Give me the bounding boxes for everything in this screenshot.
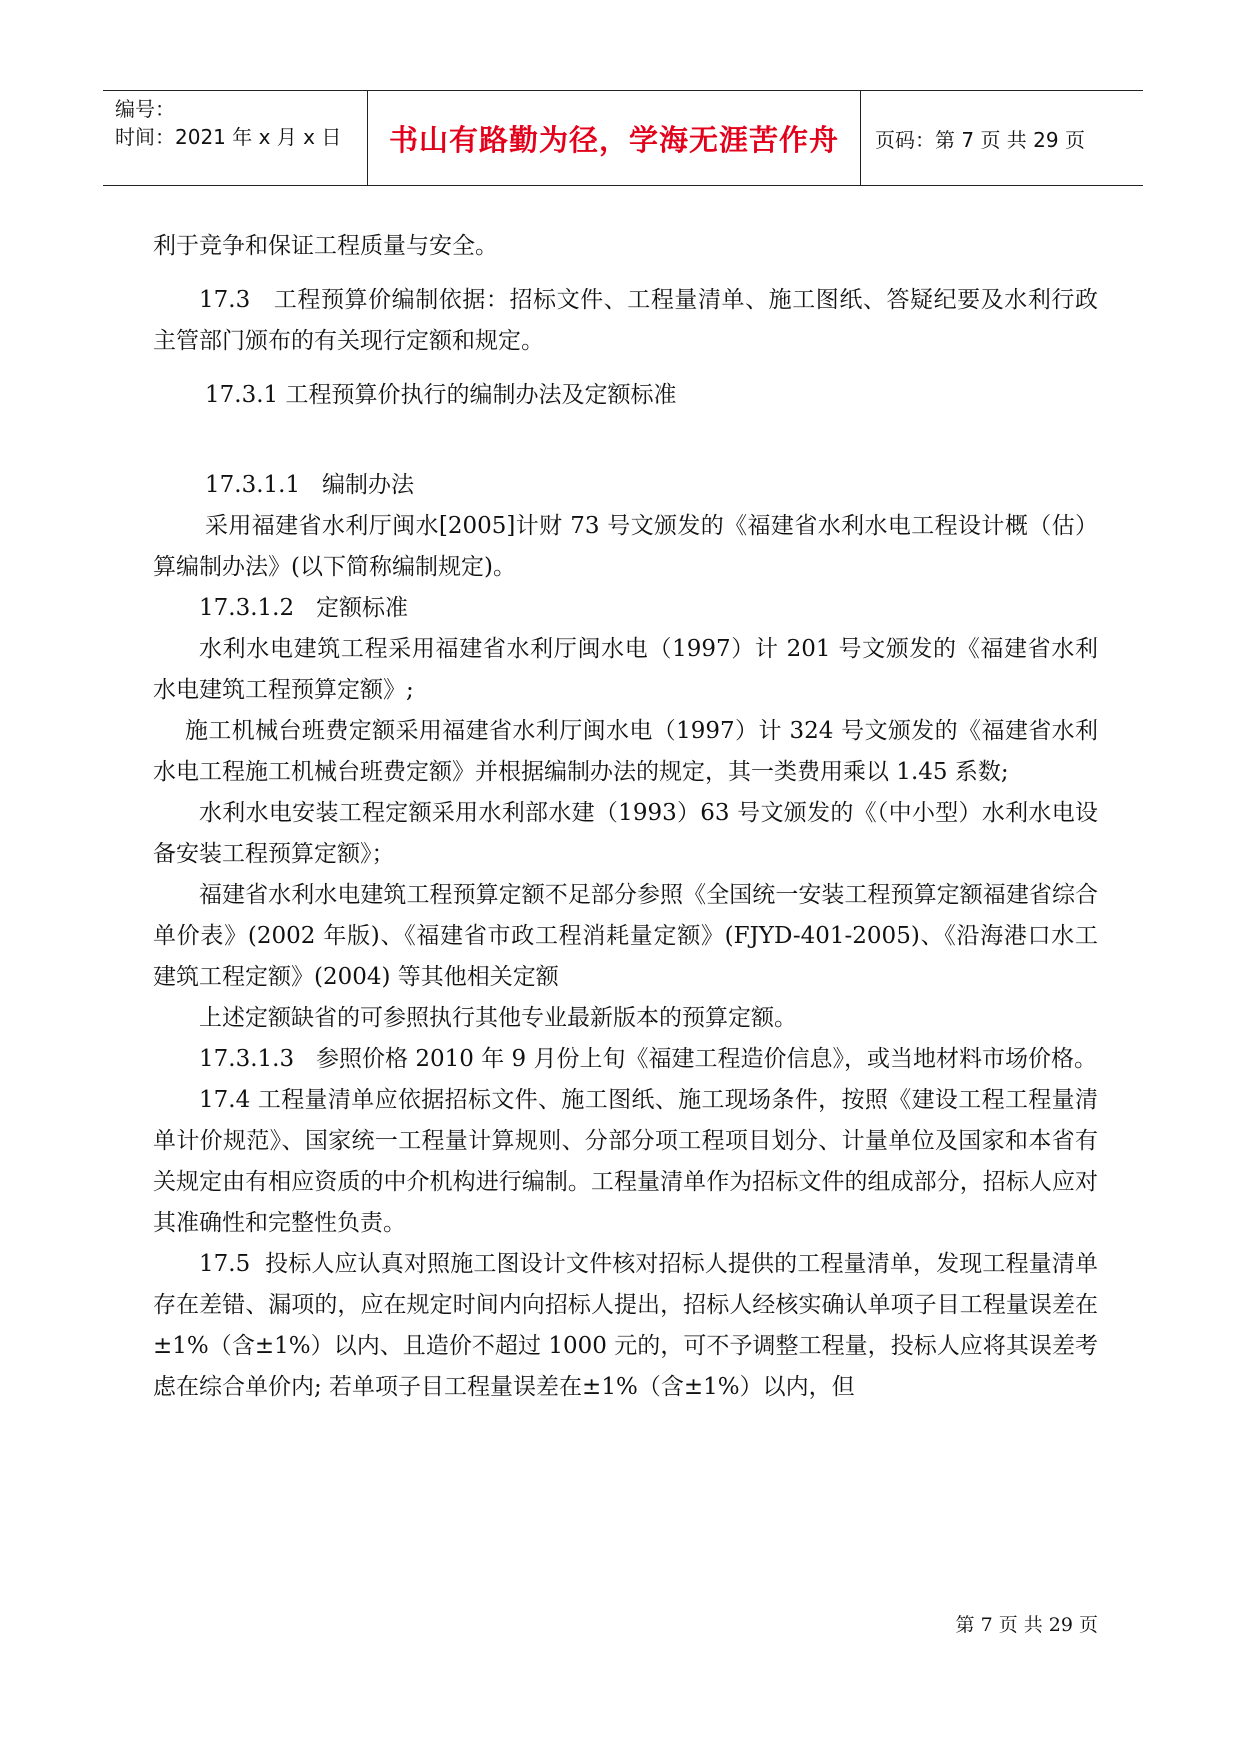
paragraph: 福建省水利水电建筑工程预算定额不足部分参照《全国统一安装工程预算定额福建省综合单价表》(2002 年版)、《福建省市政工程消耗量定额》(FJYD-401-2005)、《沿海港口水工建筑工程定额》(2004) 等其他相关定额 bbox=[153, 882, 1098, 990]
paragraph: 17.3.1.3 参照价格 2010 年 9 月份上旬《福建工程造价信息》，或当地材料市场价格。 bbox=[199, 1046, 1097, 1072]
paragraph: 17.3.1 工程预算价执行的编制办法及定额标准 bbox=[205, 382, 677, 408]
paragraph: 利于竞争和保证工程质量与安全。 bbox=[153, 233, 498, 259]
paragraph: 17.5 投标人应认真对照施工图设计文件核对招标人提供的工程量清单，发现工程量清单存在差错、漏项的，应在规定时间内向招标人提出，招标人经核实确认单项子目工程量误差在±1%（含±1%）以内、且造价不超过 1000 元的，可不予调整工程量，投标人应将其误差考虑在综合单价内; 若单项子目工程量误差在±1%（含±1%）以内，但 bbox=[153, 1251, 1098, 1400]
page-header bbox=[103, 90, 1143, 186]
page-footer: 第 7 页 共 29 页 bbox=[955, 1614, 1098, 1636]
paragraph: 施工机械台班费定额采用福建省水利厅闽水电（1997）计 324 号文颁发的《福建省水利水电工程施工机械台班费定额》并根据编制办法的规定，其一类费用乘以 1.45 系数; bbox=[153, 718, 1098, 785]
header-left-cell bbox=[103, 91, 368, 185]
paragraph: 17.4 工程量清单应依据招标文件、施工图纸、施工现场条件，按照《建设工程工程量清单计价规范》、国家统一工程量计算规则、分部分项工程项目划分、计量单位及国家和本省有关规定由有相应资质的中介机构进行编制。工程量清单作为招标文件的组成部分，招标人应对其准确性和完整性负责。 bbox=[153, 1087, 1098, 1236]
paragraph: 采用福建省水利厅闽水[2005]计财 73 号文颁发的《福建省水利水电工程设计概（估）算编制办法》(以下简称编制规定)。 bbox=[153, 513, 1098, 580]
paragraph: 水利水电建筑工程采用福建省水利厅闽水电（1997）计 201 号文颁发的《福建省水利水电建筑工程预算定额》; bbox=[153, 636, 1098, 703]
paragraph: 17.3.1.2 定额标准 bbox=[199, 595, 409, 621]
header-motto: 书山有路勤为径，学海无涯苦作舟 bbox=[368, 91, 861, 185]
paragraph: 17.3.1.1 编制办法 bbox=[205, 472, 415, 498]
document-body bbox=[153, 226, 1098, 1408]
document-time-label: 时间：2021 年 x 月 x 日 bbox=[115, 125, 342, 149]
paragraph: 上述定额缺省的可参照执行其他专业最新版本的预算定额。 bbox=[199, 1005, 797, 1031]
paragraph: 水利水电安装工程定额采用水利部水建（1993）63 号文颁发的《（中小型）水利水电设备安装工程预算定额》； bbox=[153, 800, 1098, 867]
document-number-label: 编号： bbox=[115, 97, 175, 121]
header-page-label: 页码：第 7 页 共 29 页 bbox=[875, 127, 1085, 152]
paragraph: 17.3 工程预算价编制依据：招标文件、工程量清单、施工图纸、答疑纪要及水利行政主管部门颁布的有关现行定额和规定。 bbox=[153, 287, 1098, 354]
